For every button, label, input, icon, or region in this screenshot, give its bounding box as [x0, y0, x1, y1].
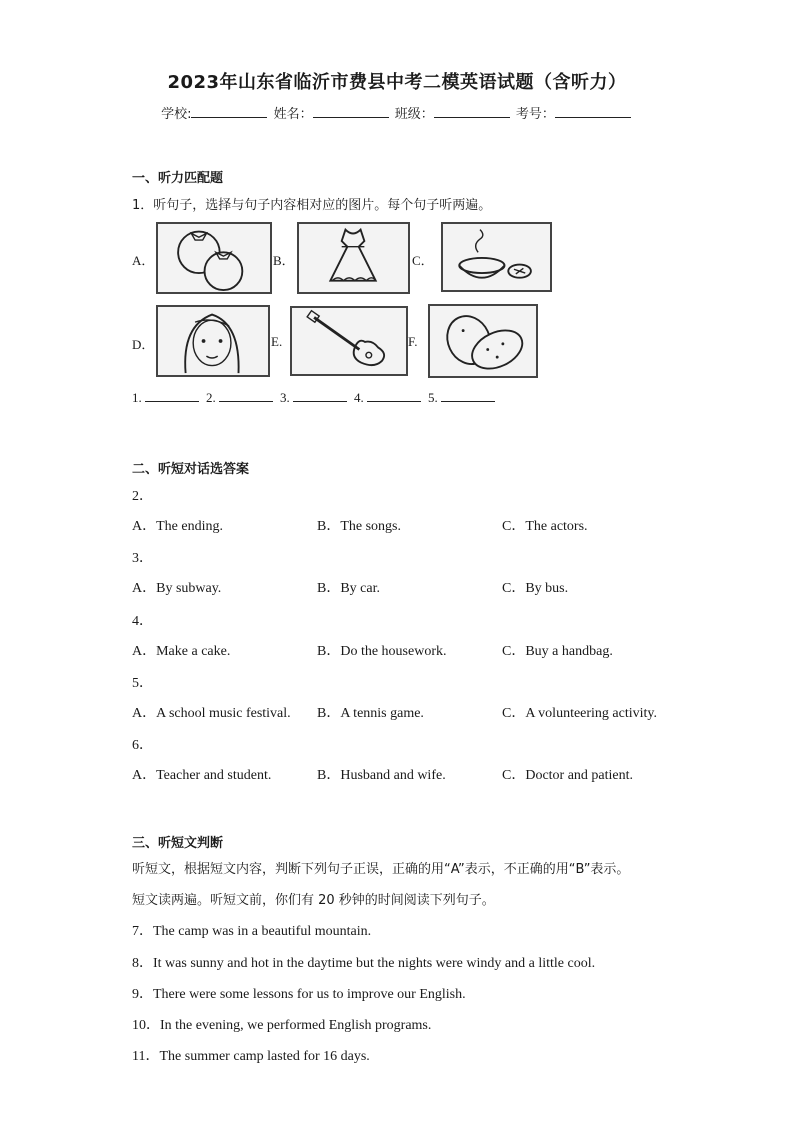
school-label: 学校: [161, 107, 192, 122]
option-a[interactable]: A．By subway. [132, 581, 222, 596]
picture-label-c: C． [412, 253, 434, 268]
answer-blank-2[interactable] [219, 390, 273, 402]
option-c[interactable]: C．The actors. [502, 519, 588, 534]
statement-item: 9．There were some lessons for us to improve our English. [132, 987, 466, 1002]
name-label: 姓名： [273, 107, 313, 122]
answer-label-3: 3. [280, 390, 290, 405]
matching-answer-row [132, 390, 499, 406]
option-a[interactable]: A．A school music festival. [132, 706, 291, 721]
potatoes-icon [430, 306, 536, 376]
girl-face-icon [158, 307, 268, 375]
statement-item: 8．It was sunny and hot in the daytime but the nights were windy and a little cool. [132, 956, 596, 971]
section1-instruction: 1．听句子，选择与句子内容相对应的图片。每个句子听两遍。 [132, 198, 492, 213]
dress-picture [297, 222, 410, 294]
page-title: 2023年山东省临沂市费县中考二模英语试题（含听力） [167, 72, 627, 93]
option-b[interactable]: B．Do the housework. [317, 644, 447, 659]
question-number: 4． [132, 614, 153, 629]
guitar-picture [290, 306, 408, 376]
answer-label-1: 1. [132, 390, 142, 405]
question-number: 2． [132, 489, 153, 504]
picture-label-b: B． [273, 253, 295, 268]
picture-label-d: D． [132, 337, 155, 352]
answer-blank-3[interactable] [293, 390, 347, 402]
answer-label-4: 4. [354, 390, 364, 405]
option-a[interactable]: A．The ending. [132, 519, 223, 534]
option-b[interactable]: B．A tennis game. [317, 706, 424, 721]
statement-item: 7．The camp was in a beautiful mountain. [132, 924, 372, 939]
answer-blank-4[interactable] [367, 390, 421, 402]
soup-bowl-icon [443, 224, 550, 290]
option-a[interactable]: A．Make a cake. [132, 644, 231, 659]
option-c[interactable]: C．By bus. [502, 581, 569, 596]
section3-heading: 三、听短文判断 [132, 836, 224, 851]
section1-heading: 一、听力匹配题 [132, 171, 224, 186]
option-b[interactable]: B．Husband and wife. [317, 768, 446, 783]
potatoes-picture [428, 304, 538, 378]
statement-item: 10．In the evening, we performed English programs. [132, 1018, 432, 1033]
option-b[interactable]: B．The songs. [317, 519, 401, 534]
dress-icon [299, 224, 408, 292]
soup-bowl-picture [441, 222, 552, 292]
statement-item: 11．The summer camp lasted for 16 days. [132, 1049, 370, 1064]
number-label: 考号： [515, 107, 555, 122]
number-blank[interactable] [555, 105, 631, 118]
question-number: 6． [132, 738, 153, 753]
section3-instruction-2: 短文读两遍。听短文前，你们有 20 秒钟的时间阅读下列句子。 [132, 893, 495, 908]
tomatoes-picture [156, 222, 272, 294]
tomatoes-icon [158, 224, 270, 292]
question-number: 5． [132, 676, 153, 691]
option-b[interactable]: B．By car. [317, 581, 380, 596]
guitar-icon [292, 308, 406, 374]
option-a[interactable]: A．Teacher and student. [132, 768, 272, 783]
option-c[interactable]: C．Buy a handbag. [502, 644, 613, 659]
picture-label-f: F. [408, 334, 418, 349]
section2-heading: 二、听短对话选答案 [132, 462, 250, 477]
option-c[interactable]: C．A volunteering activity. [502, 706, 658, 721]
answer-blank-5[interactable] [441, 390, 495, 402]
question-number: 3． [132, 551, 153, 566]
class-label: 班级： [394, 107, 434, 122]
picture-label-e: E. [271, 334, 283, 349]
girl-face-picture [156, 305, 270, 377]
answer-label-5: 5. [428, 390, 438, 405]
student-info-line [0, 103, 794, 122]
school-blank[interactable] [191, 105, 267, 118]
answer-blank-1[interactable] [145, 390, 199, 402]
answer-label-2: 2. [206, 390, 216, 405]
picture-label-a: A． [132, 253, 155, 268]
class-blank[interactable] [434, 105, 510, 118]
name-blank[interactable] [313, 105, 389, 118]
option-c[interactable]: C．Doctor and patient. [502, 768, 634, 783]
section3-instruction-1: 听短文，根据短文内容，判断下列句子正误，正确的用“A”表示，不正确的用“B”表示。 [132, 862, 630, 877]
